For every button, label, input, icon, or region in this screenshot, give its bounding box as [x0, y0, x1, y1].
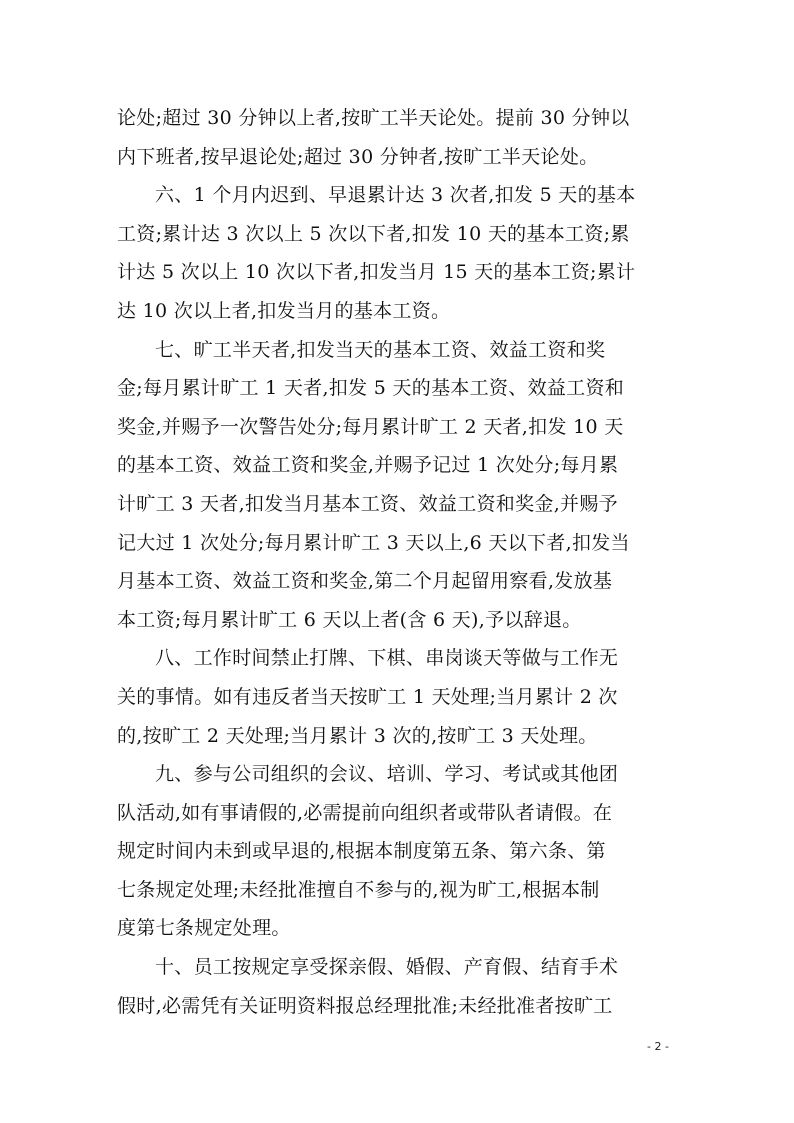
document-body	[117, 99, 683, 1025]
text-line: 工资;累计达 3 次以上 5 次以下者,扣发 10 天的基本工资;累	[117, 222, 630, 245]
text-line: 奖金,并赐予一次警告处分;每月累计旷工 2 天者,扣发 10 天	[117, 415, 624, 438]
paragraph-start-line: 七、旷工半天者,扣发当天的基本工资、效益工资和奖	[155, 338, 606, 361]
paragraph-start-line: 九、参与公司组织的会议、培训、学习、考试或其他团	[155, 763, 619, 786]
text-line: 金;每月累计旷工 1 天者,扣发 5 天的基本工资、效益工资和	[117, 377, 625, 400]
text-line: 内下班者,按早退论处;超过 30 分钟者,按旷工半天论处。	[117, 145, 599, 168]
text-line: 假时,必需凭有关证明资料报总经理批准;未经批准者按旷工	[117, 994, 613, 1017]
text-line: 论处;超过 30 分钟以上者,按旷工半天论处。提前 30 分钟以	[117, 107, 630, 129]
text-line: 月基本工资、效益工资和奖金,第二个月起留用察看,发放基	[117, 570, 613, 593]
text-line: 计旷工 3 天者,扣发当月基本工资、效益工资和奖金,并赐予	[117, 492, 618, 515]
text-line: 的基本工资、效益工资和奖金,并赐予记过 1 次处分;每月累	[117, 454, 619, 477]
text-line: 关的事情。如有违反者当天按旷工 1 天处理;当月累计 2 次	[117, 685, 618, 708]
text-line: 计达 5 次以上 10 次以下者,扣发当月 15 天的基本工资;累计	[117, 261, 636, 284]
text-line: 七条规定处理;未经批准擅自不参与的,视为旷工,根据本制	[117, 878, 600, 901]
text-line: 记大过 1 次处分;每月累计旷工 3 天以上,6 天以下者,扣发当	[117, 531, 630, 554]
page-number: - 2 -	[647, 1040, 669, 1053]
paragraph-start-line: 六、1 个月内迟到、早退累计达 3 次者,扣发 5 天的基本	[155, 184, 636, 207]
text-line: 队活动,如有事请假的,必需提前向组织者或带队者请假。在	[117, 801, 613, 824]
text-line: 的,按旷工 2 天处理;当月累计 3 次的,按旷工 3 天处理。	[117, 724, 598, 747]
paragraph-start-line: 十、员工按规定享受探亲假、婚假、产育假、结育手术	[155, 956, 619, 979]
text-line: 达 10 次以上者,扣发当月的基本工资。	[117, 299, 451, 322]
text-line: 度第七条规定处理。	[117, 917, 291, 940]
text-line: 规定时间内未到或早退的,根据本制度第五条、第六条、第	[117, 840, 606, 863]
text-line: 本工资;每月累计旷工 6 天以上者(含 6 天),予以辞退。	[117, 608, 582, 631]
paragraph-start-line: 八、工作时间禁止打牌、下棋、串岗谈天等做与工作无	[155, 647, 619, 670]
